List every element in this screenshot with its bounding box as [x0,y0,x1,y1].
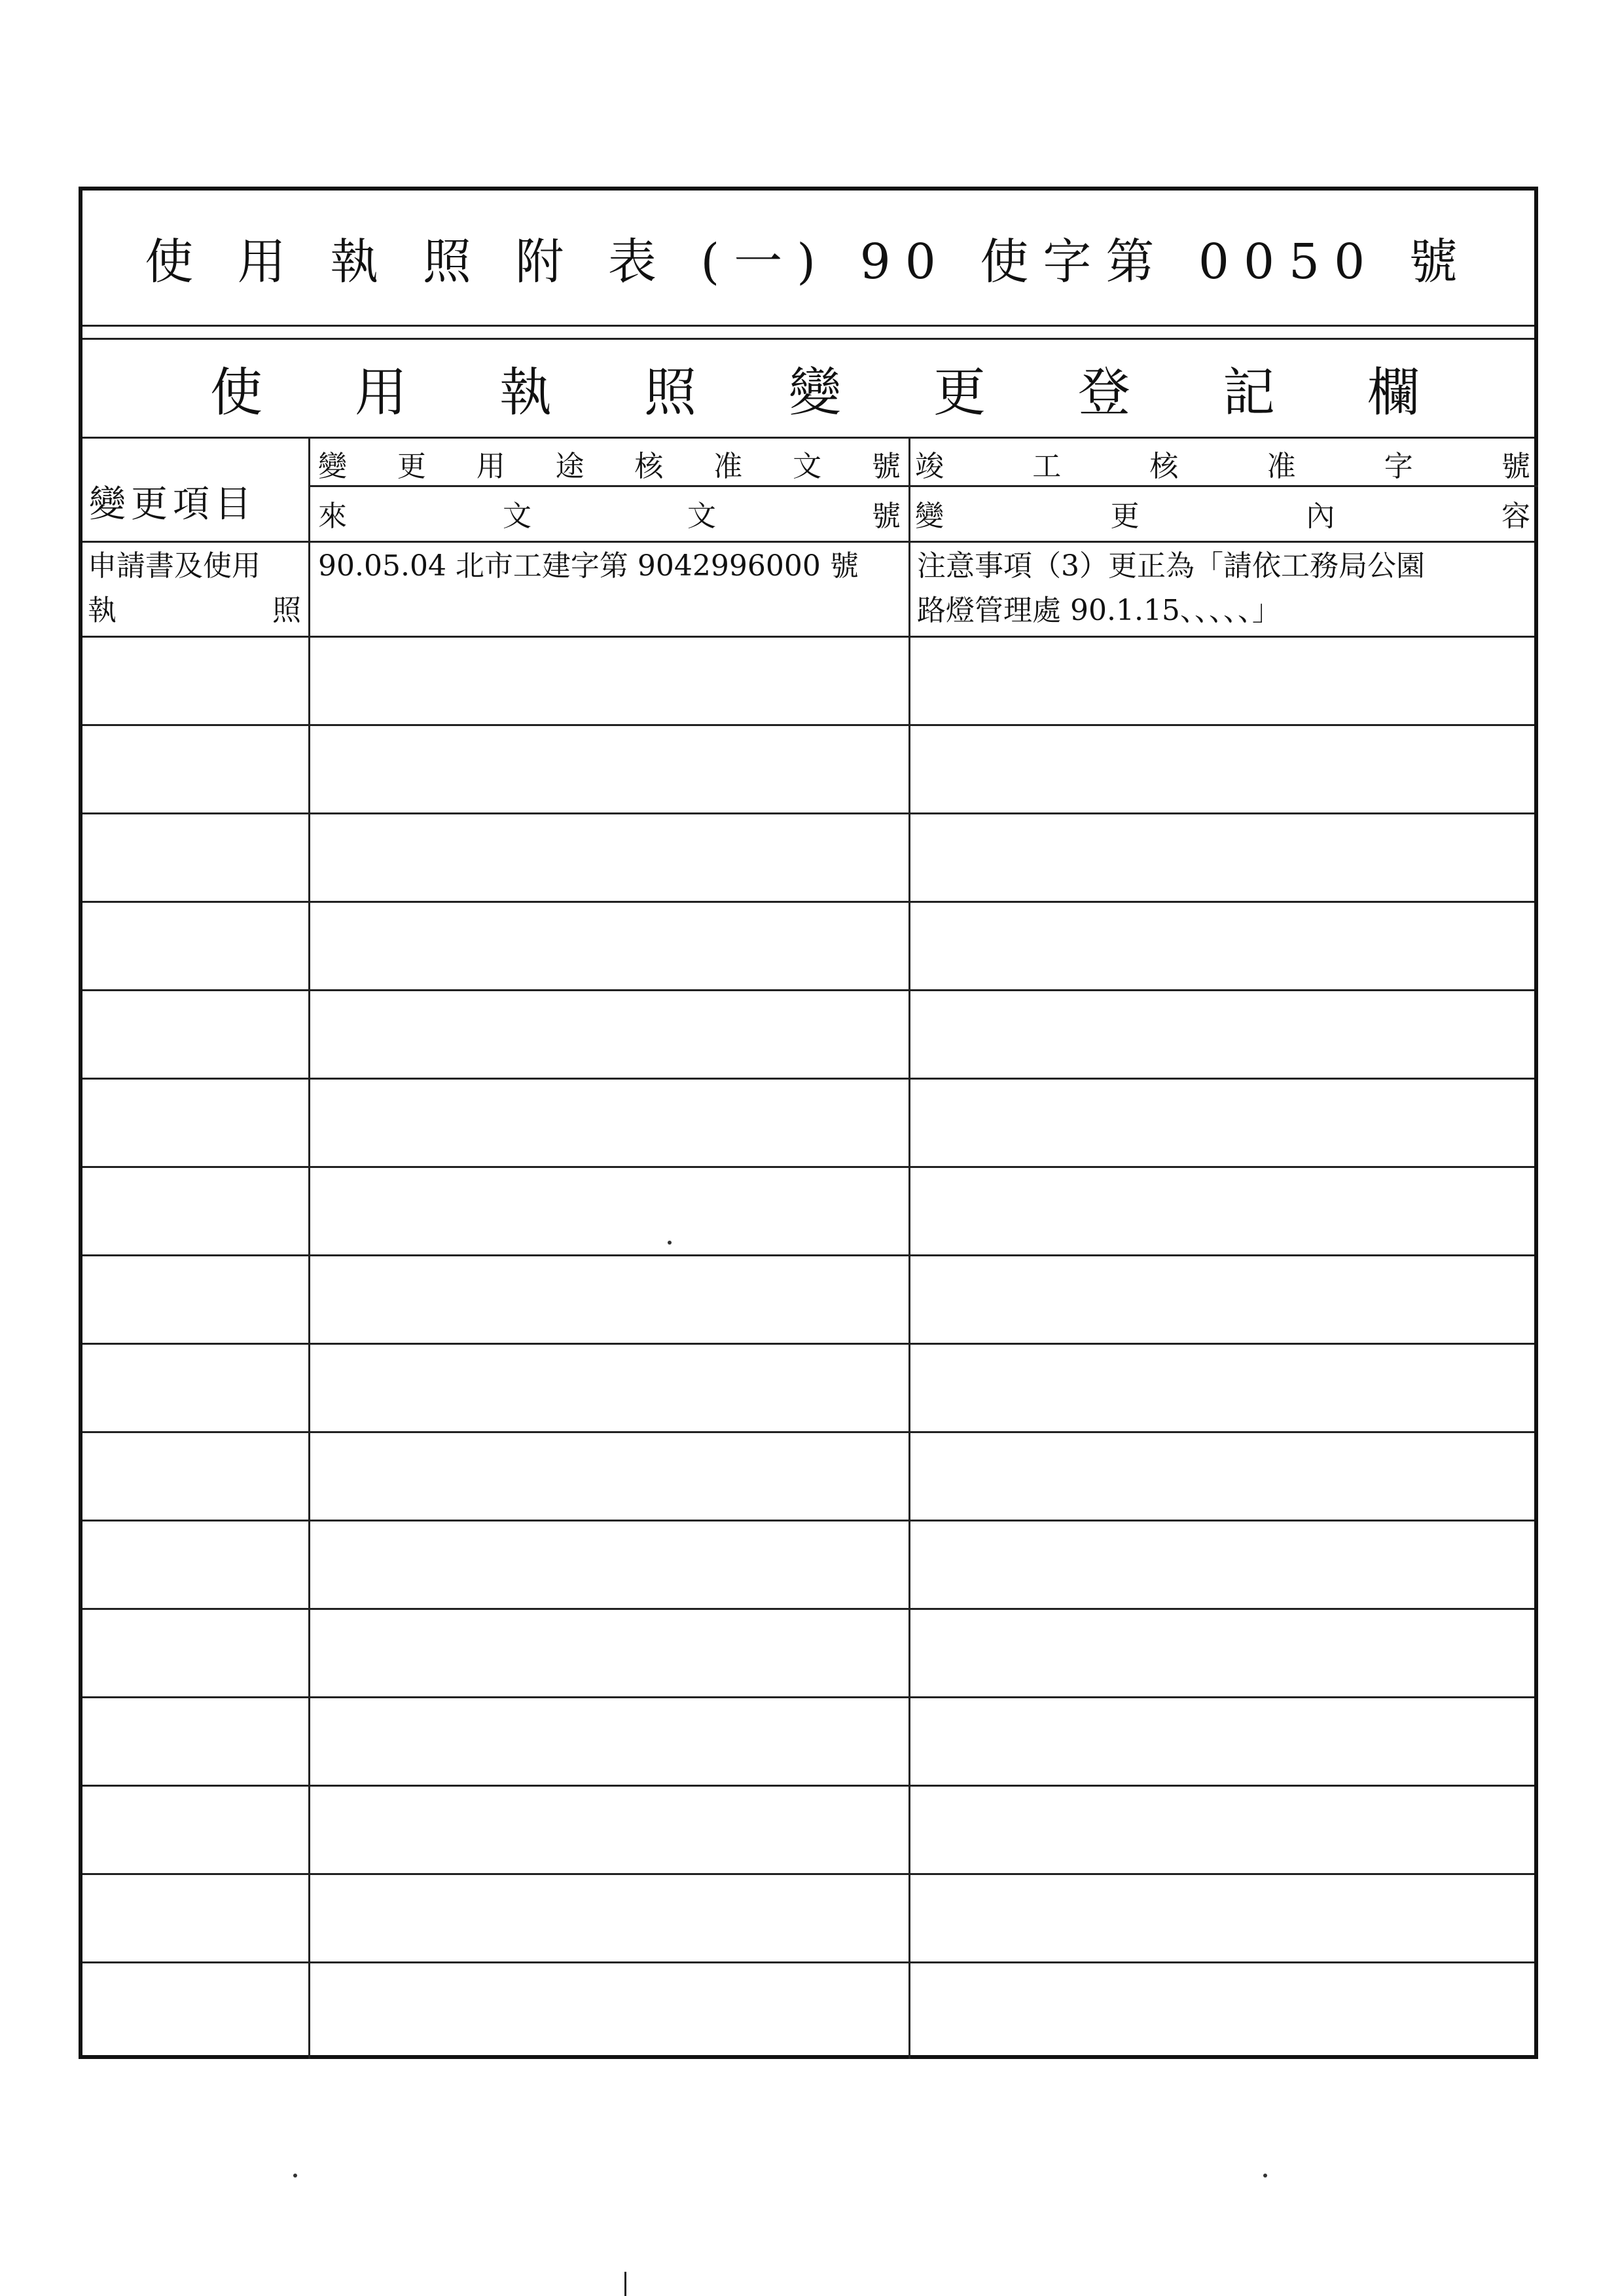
table-row-line [82,1520,1534,1522]
change-registration-form [79,187,1538,2059]
table-row-line [82,901,1534,903]
section-heading-text: 使 用 執 照 變 更 登 記 欄 [210,361,1420,423]
column-divider-2 [908,437,910,2059]
column-header-completion-doc: 竣 工 核 准 字 號 [915,450,1530,483]
row-1-content-line2: 路燈管理處 90.1.15、、、、、」 [917,594,1281,627]
scan-mark [1263,2174,1267,2178]
row-1-content-line1: 注意事項（3）更正為「請依工務局公園 [917,549,1425,583]
table-row-line [82,1254,1534,1256]
column-header-incoming-doc: 來 文 文 號 [318,500,901,533]
header-bottom-line [82,541,1534,543]
header-split-line [308,485,1538,487]
column-header-approval-doc: 變 更 用 途 核 准 文 號 [318,450,901,483]
title-divider [82,325,1534,340]
form-title [82,191,1534,327]
row-1-item-line1: 申請書及使用 [88,549,261,583]
row-1-item-line2-right: 照 [272,594,301,627]
table-row-line [82,1078,1534,1080]
scan-mark [668,1241,672,1245]
table-row-line [82,989,1534,991]
table-row-line [82,636,1534,638]
table-row-line [82,1431,1534,1433]
table-row-line [82,1608,1534,1610]
row-1-item-line2-left: 執 [88,594,117,627]
table-row-line [82,1785,1534,1787]
form-title-text: 使 用 執 照 附 表 (一) 90 使字第 0050 號 [145,233,1472,290]
table-row-line [82,724,1534,726]
scan-mark-line [624,2272,626,2296]
table-row-line [82,1961,1534,1963]
section-heading [82,338,1534,439]
table-row-line [82,1166,1534,1168]
column-header-change-content: 變 更 內 容 [915,500,1530,533]
row-1-reference: 90.05.04 北市工建字第 9042996000 號 [318,549,859,583]
column-header-item: 變更項目 [89,483,257,526]
table-row-line [82,812,1534,814]
column-divider-1 [308,437,310,2059]
table-row-line [82,1343,1534,1345]
scan-mark [293,2174,297,2178]
table-row-line [82,1696,1534,1698]
table-row-line [82,1873,1534,1875]
